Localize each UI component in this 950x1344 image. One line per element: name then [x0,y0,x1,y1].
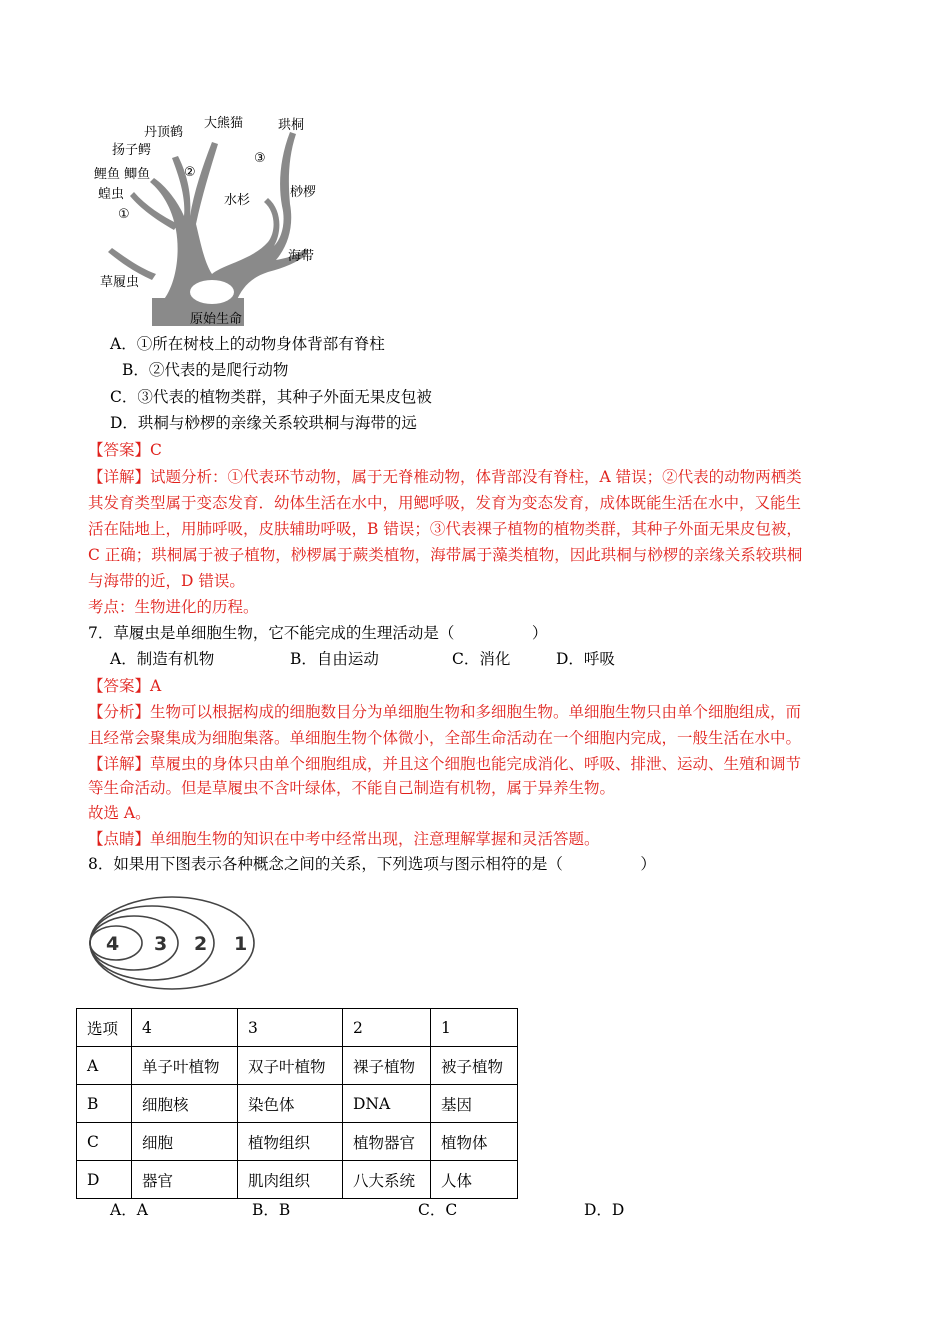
table-cell: 植物体 [431,1123,518,1161]
q8-option-c: C．C [418,1201,458,1219]
oval-label-1: 1 [234,933,248,955]
oval-label-4: 4 [106,933,120,955]
q7-option-b: B．自由运动 [290,650,379,668]
q7-option-c: C．消化 [452,650,511,668]
q7-choice: 故选 A。 [88,804,151,822]
table-header-cell: 2 [343,1009,431,1047]
q7-option-d: D．呼吸 [556,650,615,668]
table-cell: D [77,1161,132,1199]
q8-option-d: D．D [584,1201,625,1219]
nested-ovals-figure [88,893,268,993]
q6-answer: 【答案】C [88,441,162,459]
q7-analysis-line-1: 【分析】生物可以根据构成的细胞数目分为单细胞生物和多细胞生物。单细胞生物只由单个细胞组成，而 [88,703,802,721]
table-cell: 双子叶植物 [238,1047,343,1085]
label-circle-3: ③ [254,151,266,166]
q6-option-c: C．③代表的植物类群，其种子外面无果皮包被 [110,388,432,406]
q6-kaodian: 考点：生物进化的历程。 [88,598,259,616]
table-header-cell: 1 [431,1009,518,1047]
table-cell: DNA [343,1085,431,1123]
label-huang-chong: 蝗虫 [98,187,125,202]
label-da-xiongmao: 大熊猫 [204,116,244,131]
table-cell: 基因 [431,1085,518,1123]
table-header-row [77,1009,518,1047]
q6-detail-line-1: 【详解】试题分析：①代表环节动物，属于无脊椎动物，体背部没有脊柱，A 错误；②代表的动物两栖类 [88,468,802,486]
q6-detail-line-4: C 正确；珙桐属于被子植物，桫椤属于蕨类植物，海带属于藻类植物，因此珙桐与桫椤的亲缘关系较珙桐 [88,546,803,564]
table-row [77,1123,518,1161]
label-circle-1: ① [118,207,130,222]
table-row [77,1047,518,1085]
table-cell: 染色体 [238,1085,343,1123]
table-cell: 器官 [132,1161,238,1199]
table-cell: 单子叶植物 [132,1047,238,1085]
table-cell: B [77,1085,132,1123]
table-cell: 细胞核 [132,1085,238,1123]
oval-label-3: 3 [154,933,168,955]
q6-option-a: A．①所在树枝上的动物身体背部有脊柱 [110,335,385,353]
label-gong-tong: 珙桐 [278,118,305,133]
table-cell: C [77,1123,132,1161]
table-header-cell: 3 [238,1009,343,1047]
table-header-cell: 选项 [77,1009,132,1047]
table-row [77,1085,518,1123]
label-yuanshi-shengming: 原始生命 [190,312,243,327]
label-yangzi-e: 扬子鳄 [112,143,152,158]
table-cell: 八大系统 [343,1161,431,1199]
table-cell: 人体 [431,1161,518,1199]
q6-detail-line-2: 其发育类型属于变态发育．幼体生活在水中，用鳃呼吸，发育为变态发育，成体既能生活在水中，又能生 [88,494,802,512]
evolution-tree-figure [92,112,324,328]
table-cell: 裸子植物 [343,1047,431,1085]
label-shui-shan: 水杉 [224,193,251,208]
q8-options-table [76,1008,518,1199]
q6-option-d: D．珙桐与桫椤的亲缘关系较珙桐与海带的远 [110,414,417,432]
q6-detail-line-3: 活在陆地上，用肺呼吸，皮肤辅助呼吸，B 错误；③代表裸子植物的植物类群，其种子外面无果皮包被， [88,520,802,538]
q8-option-a: A．A [110,1201,148,1219]
table-header-cell: 4 [132,1009,238,1047]
q8-stem: 8．如果用下图表示各种概念之间的关系，下列选项与图示相符的是（ ） [88,855,656,873]
table-cell: 细胞 [132,1123,238,1161]
q7-option-a: A．制造有机物 [110,650,215,668]
label-liyu-jiyu: 鲤鱼 鲫鱼 [94,167,151,182]
table-cell: 肌肉组织 [238,1161,343,1199]
q6-detail-line-5: 与海带的近，D 错误。 [88,572,245,590]
oval-label-2: 2 [194,933,208,955]
table-cell: A [77,1047,132,1085]
table-cell: 植物器官 [343,1123,431,1161]
table-cell: 被子植物 [431,1047,518,1085]
table-row [77,1161,518,1199]
q8-option-b: B．B [252,1201,291,1219]
q7-detail-line-1: 【详解】草履虫的身体只由单个细胞组成，并且这个细胞也能完成消化、呼吸、排泄、运动、生殖和调节 [88,755,802,773]
q7-answer: 【答案】A [88,677,162,695]
q7-stem: 7．草履虫是单细胞生物，它不能完成的生理活动是（ ） [88,624,548,642]
label-circle-2: ② [184,165,196,180]
label-suo-luo: 桫椤 [290,185,317,200]
q7-analysis-line-2: 且经常会聚集成为细胞集落。单细胞生物个体微小，全部生命活动在一个细胞内完成，一般生活在水中。 [88,729,802,747]
label-danding-he: 丹顶鹤 [144,125,184,140]
q6-option-b: B．②代表的是爬行动物 [122,361,289,379]
q7-comment: 【点睛】单细胞生物的知识在中考中经常出现，注意理解掌握和灵活答题。 [88,830,600,848]
table-cell: 植物组织 [238,1123,343,1161]
label-hai-dai: 海带 [288,249,315,264]
q7-detail-line-2: 等生命活动。但是草履虫不含叶绿体，不能自己制造有机物，属于异养生物。 [88,779,616,797]
label-caolv-chong: 草履虫 [100,275,140,290]
